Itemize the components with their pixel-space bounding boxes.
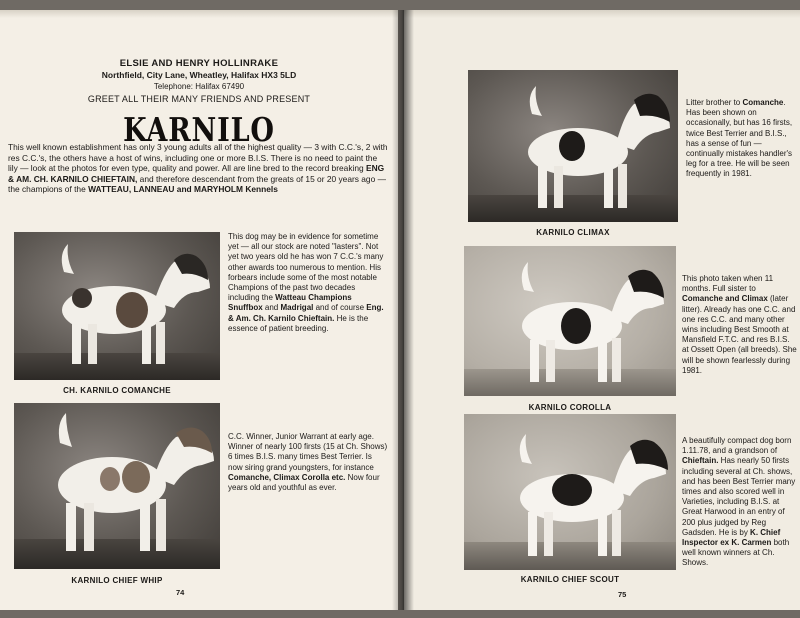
desc-text: C.C. Winner, Junior Warrant at early age. Winner of nearly 100 firsts (15 at Ch. Shows) 6 times B.I.S. many times Best Terrier. Is now siring grand youngsters, for instance — [228, 432, 388, 472]
desc-bold: Comanche, Climax Corolla etc. — [228, 472, 346, 482]
terrier-illustration — [468, 70, 678, 222]
book-gutter — [392, 10, 414, 610]
terrier-illustration — [464, 246, 676, 396]
desc-bold: Comanche and Climax — [682, 294, 768, 304]
caption-corolla: KARNILO COROLLA — [528, 403, 612, 412]
dog-photo-chief-scout — [464, 414, 676, 570]
desc-text: A beautifully compact dog born 1.11.78, and a grandson of — [682, 436, 792, 456]
terrier-illustration — [464, 414, 676, 570]
dog-photo-comanche — [14, 232, 220, 380]
owners-heading: ELSIE AND HENRY HOLLINRAKE — [119, 58, 279, 69]
desc-bold: Madrigal — [280, 303, 314, 313]
desc-bold: Comanche — [742, 98, 784, 107]
desc-text: This photo taken when 11 months. Full sister to — [682, 274, 774, 294]
desc-text: (later litter). Already has one C.C. and one res C.C. and many other wins including Best Smooth at Mansfield F.T.C. and res B.I.S. at Ossett Open (all breeds). She will be shown fearlessly during 1981. — [682, 294, 797, 375]
terrier-illustration — [14, 232, 220, 380]
intro-text: This well known establishment has only 3 young adults all of the highest quality — 3 with C.C.'s, 2 with res C.C.'s, the others have a host of wins, including one or more B.I.S. There is no need to paint the lily — look at the photos for even type, quality and power. All are line bred to the record breaking — [8, 142, 388, 174]
description-chief-whip — [228, 432, 388, 493]
dog-photo-climax — [468, 70, 678, 222]
caption-comanche: CH. KARNILO COMANCHE — [63, 386, 171, 395]
telephone-line: Telephone: Halifax 67490 — [153, 82, 245, 91]
description-comanche — [228, 232, 388, 334]
page-shadow — [0, 10, 398, 18]
page-shadow — [404, 10, 800, 18]
desc-bold: K. Chief Inspector ex K. Carmen — [682, 527, 781, 548]
dog-photo-chief-whip — [14, 403, 220, 569]
desc-text: and — [262, 303, 281, 313]
caption-climax: KARNILO CLIMAX — [536, 228, 610, 237]
desc-text: . Has been shown on occasionally, but has 16 firsts, twice Best Terrier and B.I.S., has a sense of fun — continually mistakes handler's leg for a tree. He will be seen frequently in 1981. — [686, 98, 793, 179]
desc-text: and of course — [313, 303, 367, 313]
desc-text: both well known winners at Ch. Shows. — [682, 538, 790, 568]
desc-text: This dog may be in evidence for sometime yet — all our stock are noted "lasters". Not yet two years old he has won 7 C.C.'s many other awards too numerous to mention. His forbears include some of the most notable Champions of the past two decades including the — [228, 232, 384, 303]
desc-bold: Eng. & Am. Ch. Karnilo Chieftain. — [228, 303, 384, 323]
desc-text: Now four years old and youthful as ever. — [228, 472, 380, 493]
greeting-line: GREET ALL THEIR MANY FRIENDS AND PRESENT — [87, 94, 311, 104]
intro-text: and therefore descendant from the greats of 15 or 20 years ago — the champions of the — [8, 173, 386, 195]
description-climax — [686, 98, 798, 180]
caption-chief-scout: KARNILO CHIEF SCOUT — [520, 575, 620, 584]
page-number-right: 75 — [618, 590, 627, 599]
kennel-title: KARNILO — [123, 110, 275, 149]
left-page — [0, 10, 398, 610]
intro-bold: ENG & AM. CH. KARNILO CHIEFTAIN, — [8, 163, 385, 184]
dog-photo-corolla — [464, 246, 676, 396]
desc-text: Has nearly 50 firsts including several at Ch. shows, and has been Best Terrier many times and also scored well in Varieties, including B.I.S. at Great Harwood in an entry of 200 plus judged by Reg Gadsden. He is by — [682, 456, 796, 537]
description-chief-scout — [682, 436, 798, 569]
description-corolla — [682, 274, 798, 376]
desc-text: He is the essence of patient breeding. — [228, 313, 369, 333]
intro-paragraph — [8, 142, 388, 195]
desc-bold: Chieftain. — [682, 456, 719, 466]
page-number-left: 74 — [176, 588, 185, 597]
right-page — [404, 10, 800, 610]
caption-chief-whip: KARNILO CHIEF WHIP — [71, 576, 163, 585]
terrier-illustration — [14, 403, 220, 569]
desc-text: Litter brother to — [686, 98, 743, 107]
intro-bold: WATTEAU, LANNEAU and MARYHOLM Kennels — [88, 184, 278, 195]
address-line: Northfield, City Lane, Wheatley, Halifax HX3 5LD — [101, 70, 297, 80]
desc-bold: Watteau Champions Snuffbox — [228, 293, 352, 313]
